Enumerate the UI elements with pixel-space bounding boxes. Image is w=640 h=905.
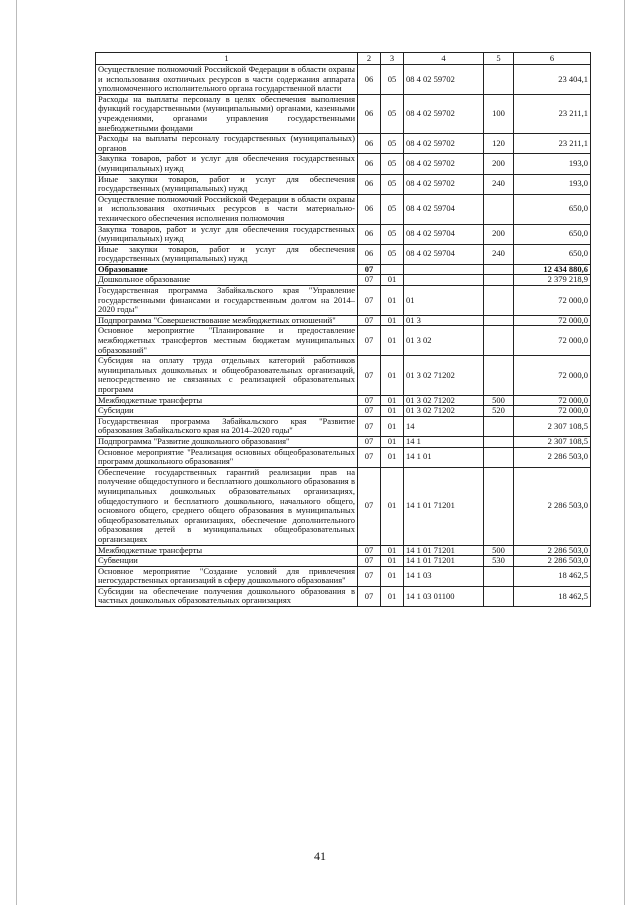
- cell-amount: 193,0: [514, 174, 591, 194]
- cell-section: 07: [358, 264, 381, 275]
- cell-name: Межбюджетные трансферты: [96, 545, 358, 556]
- cell-amount: 18 462,5: [514, 566, 591, 586]
- cell-expense-type: 240: [484, 174, 514, 194]
- cell-expense-type: 500: [484, 545, 514, 556]
- cell-expense-type: 530: [484, 556, 514, 567]
- cell-amount: 650,0: [514, 224, 591, 244]
- cell-name: Основное мероприятие "Реализация основных общеобразовательных программ дошкольного образования": [96, 447, 358, 467]
- cell-amount: 650,0: [514, 194, 591, 224]
- table-row: [96, 447, 591, 467]
- cell-expense-type: [484, 194, 514, 224]
- cell-subsection: 05: [381, 244, 404, 264]
- page-number: 41: [314, 849, 326, 863]
- cell-name: Осуществление полномочий Российской Федерации в области охраны и использования охотничьих ресурсов в части содержания аппарата уполномоченного исполнительного органа государственной власти: [96, 65, 358, 95]
- cell-section: 07: [358, 467, 381, 545]
- cell-section: 06: [358, 154, 381, 174]
- cell-name: Дошкольное образование: [96, 275, 358, 286]
- cell-subsection: 05: [381, 134, 404, 154]
- cell-section: 07: [358, 286, 381, 316]
- cell-target-article: 14 1 01 71201: [404, 467, 484, 545]
- cell-amount: 2 286 503,0: [514, 447, 591, 467]
- table-row: [96, 436, 591, 447]
- scan-edge-left: [16, 0, 17, 905]
- table-row: [96, 395, 591, 406]
- table-row: [96, 406, 591, 417]
- cell-amount: 23 404,1: [514, 65, 591, 95]
- cell-expense-type: [484, 65, 514, 95]
- cell-target-article: 14 1 01 71201: [404, 545, 484, 556]
- cell-expense-type: [484, 467, 514, 545]
- cell-amount: 72 000,0: [514, 406, 591, 417]
- cell-name: Государственная программа Забайкальского края "Управление государственными финансами и государственным долгом на 2014–2020 годы": [96, 286, 358, 316]
- cell-section: 06: [358, 94, 381, 133]
- cell-target-article: 14 1 01: [404, 447, 484, 467]
- cell-name: Закупка товаров, работ и услуг для обеспечения государственных (муниципальных) нужд: [96, 154, 358, 174]
- cell-target-article: 14 1: [404, 436, 484, 447]
- cell-name: Иные закупки товаров, работ и услуг для обеспечения государственных (муниципальных) нужд: [96, 244, 358, 264]
- cell-expense-type: 100: [484, 94, 514, 133]
- cell-name: Образование: [96, 264, 358, 275]
- cell-target-article: 08 4 02 59702: [404, 134, 484, 154]
- cell-section: 07: [358, 545, 381, 556]
- cell-target-article: 08 4 02 59704: [404, 224, 484, 244]
- cell-expense-type: [484, 315, 514, 326]
- cell-amount: 12 434 880,6: [514, 264, 591, 275]
- cell-expense-type: 200: [484, 154, 514, 174]
- cell-subsection: 01: [381, 275, 404, 286]
- header-cell-subsection: 3: [381, 53, 404, 65]
- cell-amount: 72 000,0: [514, 326, 591, 356]
- cell-section: 07: [358, 566, 381, 586]
- cell-subsection: 01: [381, 556, 404, 567]
- cell-name: Основное мероприятие "Планирование и предоставление межбюджетных трансфертов местным бюджетам муниципальных образований": [96, 326, 358, 356]
- cell-name: Подпрограмма "Совершенствование межбюджетных отношений": [96, 315, 358, 326]
- cell-name: Субвенции: [96, 556, 358, 567]
- cell-amount: 2 379 218,9: [514, 275, 591, 286]
- cell-name: Субсидия на оплату труда отдельных категорий работников муниципальных дошкольных и общеобразовательных организаций, непосредственно не связанных с реализацией образовательных программ: [96, 356, 358, 395]
- header-cell-expense-type: 5: [484, 53, 514, 65]
- cell-subsection: 01: [381, 356, 404, 395]
- cell-name: Расходы на выплаты персоналу государственных (муниципальных) органов: [96, 134, 358, 154]
- cell-expense-type: 520: [484, 406, 514, 417]
- cell-target-article: 08 4 02 59702: [404, 94, 484, 133]
- cell-expense-type: [484, 275, 514, 286]
- cell-name: Субсидии на обеспечение получения дошкольного образования в частных дошкольных образовательных организациях: [96, 586, 358, 606]
- table-row: [96, 356, 591, 395]
- cell-section: 07: [358, 406, 381, 417]
- table-body: [96, 65, 591, 607]
- cell-expense-type: [484, 326, 514, 356]
- cell-section: 07: [358, 436, 381, 447]
- cell-subsection: 05: [381, 174, 404, 194]
- cell-target-article: 08 4 02 59704: [404, 194, 484, 224]
- table-row: [96, 264, 591, 275]
- cell-subsection: 05: [381, 94, 404, 133]
- header-cell-name: 1: [96, 53, 358, 65]
- cell-amount: 2 307 108,5: [514, 416, 591, 436]
- header-cell-target-article: 4: [404, 53, 484, 65]
- cell-name: Основное мероприятие "Создание условий для привлечения негосударственных организаций в сферу дошкольного образования": [96, 566, 358, 586]
- cell-expense-type: 500: [484, 395, 514, 406]
- cell-section: 07: [358, 416, 381, 436]
- cell-subsection: 05: [381, 154, 404, 174]
- table-row: [96, 566, 591, 586]
- cell-expense-type: [484, 447, 514, 467]
- cell-target-article: 14: [404, 416, 484, 436]
- cell-section: 07: [358, 326, 381, 356]
- cell-amount: 2 286 503,0: [514, 556, 591, 567]
- cell-section: 06: [358, 244, 381, 264]
- cell-target-article: 08 4 02 59702: [404, 154, 484, 174]
- cell-name: Подпрограмма "Развитие дошкольного образования": [96, 436, 358, 447]
- table-row: [96, 134, 591, 154]
- cell-amount: 23 211,1: [514, 94, 591, 133]
- cell-expense-type: [484, 566, 514, 586]
- cell-section: 07: [358, 556, 381, 567]
- cell-section: 06: [358, 224, 381, 244]
- cell-amount: 72 000,0: [514, 315, 591, 326]
- cell-subsection: 05: [381, 224, 404, 244]
- cell-expense-type: [484, 416, 514, 436]
- cell-section: 07: [358, 447, 381, 467]
- cell-subsection: 01: [381, 545, 404, 556]
- table-row: [96, 586, 591, 606]
- cell-section: 07: [358, 395, 381, 406]
- cell-subsection: 05: [381, 194, 404, 224]
- table-row: [96, 174, 591, 194]
- cell-subsection: 01: [381, 586, 404, 606]
- cell-name: Иные закупки товаров, работ и услуг для обеспечения государственных (муниципальных) нужд: [96, 174, 358, 194]
- cell-name: Закупка товаров, работ и услуг для обеспечения государственных (муниципальных) нужд: [96, 224, 358, 244]
- cell-amount: 2 286 503,0: [514, 545, 591, 556]
- cell-expense-type: [484, 356, 514, 395]
- table-row: [96, 154, 591, 174]
- table-row: [96, 545, 591, 556]
- cell-target-article: 14 1 01 71201: [404, 556, 484, 567]
- cell-expense-type: 200: [484, 224, 514, 244]
- cell-section: 06: [358, 174, 381, 194]
- cell-subsection: 01: [381, 406, 404, 417]
- cell-amount: 2 307 108,5: [514, 436, 591, 447]
- cell-amount: 72 000,0: [514, 286, 591, 316]
- cell-subsection: 01: [381, 447, 404, 467]
- cell-target-article: 01 3 02 71202: [404, 406, 484, 417]
- header-cell-amount: 6: [514, 53, 591, 65]
- cell-expense-type: [484, 586, 514, 606]
- cell-subsection: 01: [381, 286, 404, 316]
- cell-subsection: [381, 264, 404, 275]
- cell-section: 07: [358, 356, 381, 395]
- cell-amount: 72 000,0: [514, 395, 591, 406]
- cell-amount: 2 286 503,0: [514, 467, 591, 545]
- cell-expense-type: 240: [484, 244, 514, 264]
- table-row: [96, 224, 591, 244]
- cell-amount: 18 462,5: [514, 586, 591, 606]
- cell-amount: 23 211,1: [514, 134, 591, 154]
- header-cell-section: 2: [358, 53, 381, 65]
- cell-subsection: 01: [381, 395, 404, 406]
- table-row: [96, 315, 591, 326]
- cell-name: Расходы на выплаты персоналу в целях обеспечения выполнения функций государственными (муниципальными) органами, казенными учреждениями, органами управления государственными внебюджетными фондами: [96, 94, 358, 133]
- cell-target-article: 01 3 02 71202: [404, 356, 484, 395]
- cell-expense-type: [484, 436, 514, 447]
- table-row: [96, 416, 591, 436]
- table-row: [96, 286, 591, 316]
- table-row: [96, 275, 591, 286]
- cell-target-article: 08 4 02 59704: [404, 244, 484, 264]
- cell-name: Государственная программа Забайкальского края "Развитие образования Забайкальского края на 2014–2020 годы": [96, 416, 358, 436]
- cell-subsection: 01: [381, 326, 404, 356]
- cell-subsection: 01: [381, 416, 404, 436]
- cell-section: 06: [358, 134, 381, 154]
- cell-subsection: 01: [381, 436, 404, 447]
- cell-subsection: 01: [381, 315, 404, 326]
- cell-target-article: 08 4 02 59702: [404, 174, 484, 194]
- cell-target-article: 01 3: [404, 315, 484, 326]
- cell-target-article: 08 4 02 59702: [404, 65, 484, 95]
- table-row: [96, 556, 591, 567]
- cell-expense-type: 120: [484, 134, 514, 154]
- cell-section: 07: [358, 586, 381, 606]
- cell-expense-type: [484, 264, 514, 275]
- table-row: [96, 94, 591, 133]
- cell-amount: 193,0: [514, 154, 591, 174]
- cell-subsection: 05: [381, 65, 404, 95]
- cell-section: 07: [358, 275, 381, 286]
- cell-target-article: [404, 275, 484, 286]
- cell-section: 06: [358, 194, 381, 224]
- table-row: [96, 194, 591, 224]
- cell-name: Субсидии: [96, 406, 358, 417]
- table-row: [96, 326, 591, 356]
- cell-name: Обеспечение государственных гарантий реализации прав на получение общедоступного и бесплатного дошкольного образования в муниципальных дошкольных образовательных организациях, общедоступного и бесплатного дошкольного, начального общего, основного общего, среднего общего образования в муниципальных общеобразовательных организациях, обеспечение дополнительного образования детей в муниципальных общеобразовательных организациях: [96, 467, 358, 545]
- cell-amount: 650,0: [514, 244, 591, 264]
- cell-target-article: 01 3 02 71202: [404, 395, 484, 406]
- cell-section: 06: [358, 65, 381, 95]
- cell-target-article: 01: [404, 286, 484, 316]
- cell-target-article: 14 1 03: [404, 566, 484, 586]
- budget-table: [95, 52, 591, 607]
- cell-target-article: 01 3 02: [404, 326, 484, 356]
- cell-target-article: [404, 264, 484, 275]
- table-row: [96, 467, 591, 545]
- cell-section: 07: [358, 315, 381, 326]
- table-row: [96, 244, 591, 264]
- cell-subsection: 01: [381, 467, 404, 545]
- scan-edge-right: [624, 0, 625, 905]
- cell-name: Межбюджетные трансферты: [96, 395, 358, 406]
- cell-subsection: 01: [381, 566, 404, 586]
- cell-amount: 72 000,0: [514, 356, 591, 395]
- cell-expense-type: [484, 286, 514, 316]
- table-row: [96, 65, 591, 95]
- cell-name: Осуществление полномочий Российской Федерации в области охраны и использования охотничьих ресурсов в части материально-технического обеспечения исполнения полномочия: [96, 194, 358, 224]
- table-header-row: [96, 53, 591, 65]
- cell-target-article: 14 1 03 01100: [404, 586, 484, 606]
